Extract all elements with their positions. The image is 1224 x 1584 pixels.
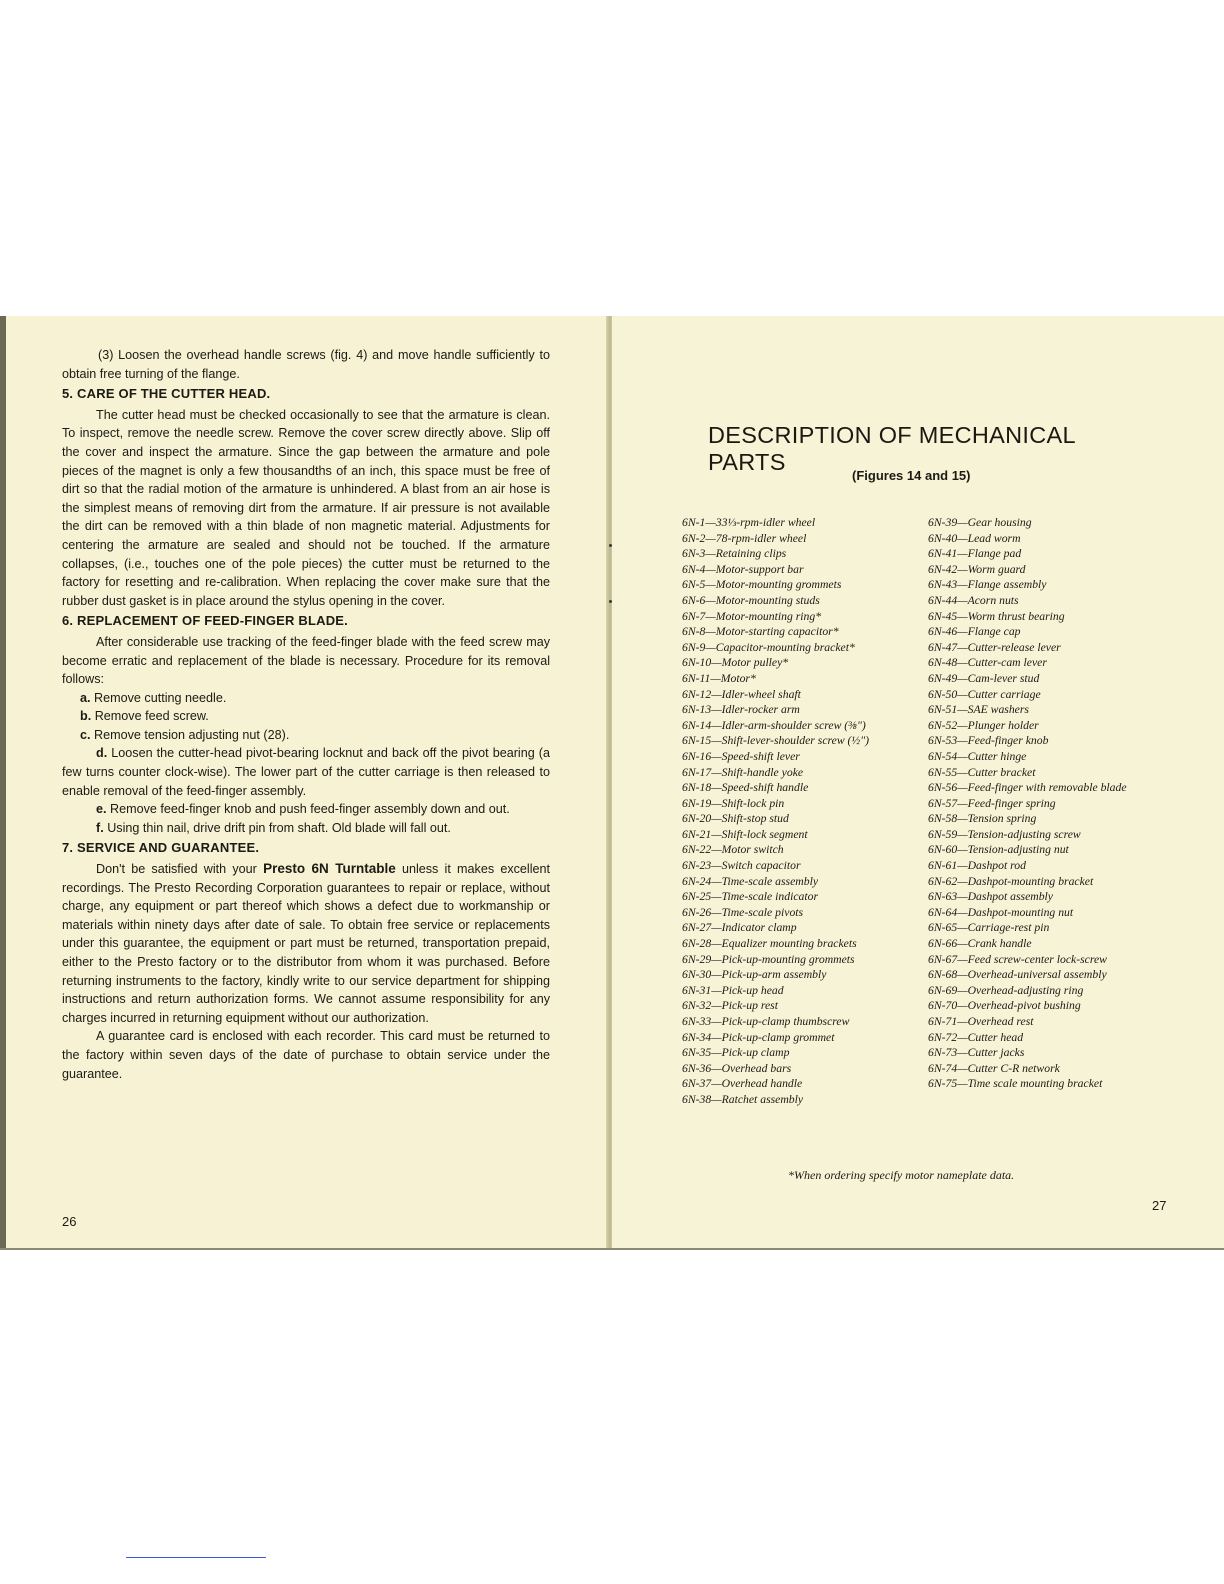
part-item: 6N-27—Indicator clamp [682, 921, 797, 935]
part-item: 6N-19—Shift-lock pin [682, 796, 785, 810]
part-item: 6N-59—Tension-adjusting screw [928, 827, 1081, 841]
step-letter: d. [96, 746, 108, 761]
part-item: 6N-63—Dashpot assembly [928, 890, 1053, 904]
part-item: 6N-49—Cam-lever stud [928, 671, 1040, 685]
part-item: 6N-37—Overhead handle [682, 1077, 803, 1091]
part-item: 6N-7—Motor-mounting ring* [682, 609, 822, 623]
part-item: 6N-31—Pick-up head [682, 983, 784, 997]
part-item: 6N-62—Dashpot-mounting bracket [928, 874, 1094, 888]
section-7-body [62, 860, 550, 1027]
part-item: 6N-2—78-rpm-idler wheel [682, 531, 807, 545]
part-item: 6N-12—Idler-wheel shaft [682, 687, 801, 701]
part-item: 6N-47—Cutter-release lever [928, 640, 1061, 654]
part-item: 6N-43—Flange assembly [928, 578, 1047, 592]
part-item: 6N-24—Time-scale assembly [682, 874, 819, 888]
part-item: 6N-42—Worm guard [928, 562, 1026, 576]
step-text: Remove feed-finger knob and push feed-finger assembly down and out. [110, 802, 510, 817]
step-text: Using thin nail, drive drift pin from shaft. Old blade will fall out. [107, 820, 451, 835]
part-item: 6N-65—Carriage-rest pin [928, 921, 1050, 935]
part-item: 6N-4—Motor-support bar [682, 562, 804, 576]
part-item: 6N-11—Motor* [682, 671, 756, 685]
step-a [62, 689, 550, 708]
part-item: 6N-44—Acorn nuts [928, 593, 1019, 607]
page-bottom-edge [0, 1248, 1224, 1250]
part-item: 6N-22—Motor switch [682, 843, 784, 857]
part-item: 6N-61—Dashpot rod [928, 859, 1026, 873]
part-item: 6N-17—Shift-handle yoke [682, 765, 804, 779]
section-7-lead: Don't be satisfied with your [96, 862, 257, 877]
part-item: 6N-30—Pick-up-arm assembly [682, 968, 827, 982]
guarantee-card-paragraph: A guarantee card is enclosed with each recorder. This card must be returned to the factory within seven days of the date of purchase to obtain service under the guarantee. [62, 1029, 550, 1081]
part-item: 6N-71—Overhead rest [928, 1015, 1034, 1028]
part-item: 6N-75—Time scale mounting bracket [928, 1077, 1103, 1091]
part-item: 6N-33—Pick-up-clamp thumbscrew [682, 1015, 850, 1028]
part-item: 6N-39—Gear housing [928, 516, 1032, 529]
part-item: 6N-74—Cutter C-R network [928, 1061, 1060, 1075]
step-c [62, 726, 550, 745]
part-item: 6N-67—Feed screw-center lock-screw [928, 952, 1107, 966]
section-6-body: After considerable use tracking of the feed-finger blade with the feed screw may become erratic and replacement of the blade is necessary. Procedure for its removal follows: [62, 634, 550, 687]
parts-list-column-1 [682, 515, 932, 1108]
footnote: *When ordering specify motor nameplate data. [788, 1168, 1015, 1182]
right-page [612, 316, 1224, 1250]
part-item: 6N-73—Cutter jacks [928, 1046, 1025, 1060]
step-text: Remove tension adjusting nut (28). [94, 727, 290, 742]
part-item: 6N-55—Cutter bracket [928, 765, 1036, 779]
part-item: 6N-20—Shift-stop stud [682, 812, 789, 826]
part-item: 6N-38—Ratchet assembly [682, 1092, 804, 1106]
part-item: 6N-16—Speed-shift lever [682, 749, 800, 763]
part-item: 6N-52—Plunger holder [928, 718, 1039, 732]
step-text: Remove feed screw. [94, 709, 209, 724]
part-item: 6N-6—Motor-mounting studs [682, 593, 820, 607]
section-5-body: The cutter head must be checked occasionally to see that the armature is clean. To inspect, remove the needle screw. Remove the cover screw directly above. Slip off the cover and inspect the armature. Since the gap between the armature and pole pieces of the magnet is only a few thousandths of an inch, this space must be free of dirt so that the radial motion of the armature is unhindered. A blast from an air hose is the simplest means of removing dirt from the armature. If air pressure is not available the dirt can be removed with a thin blade of non magnetic material. Adjustments for centering the armature are sealed and should not be touched. If the armature collapses, (i.e., touches one of the pole pieces) the cutter must be returned to the factory for resetting and re-calibration. When replacing the cover make sure that the rubber dust gasket is in place around the stylus opening in the cover. [62, 407, 550, 608]
part-item: 6N-21—Shift-lock segment [682, 827, 808, 841]
left-page-text [62, 346, 550, 1083]
part-item: 6N-66—Crank handle [928, 937, 1032, 951]
step-text: Loosen the cutter-head pivot-bearing locknut and back off the pivot bearing (a few turns counter clock-wise). The lower part of the cutter carriage is then released to enable removal of the feed-finger assembly. [62, 746, 551, 798]
part-item: 6N-51—SAE washers [928, 703, 1029, 717]
section-7-heading: 7. SERVICE AND GUARANTEE. [62, 840, 260, 856]
part-item: 6N-35—Pick-up clamp [682, 1046, 790, 1060]
part-item: 6N-10—Motor pulley* [682, 656, 789, 670]
part-item: 6N-36—Overhead bars [682, 1061, 792, 1075]
part-item: 6N-5—Motor-mounting grommets [682, 578, 842, 592]
book-spread [0, 316, 1224, 1250]
part-item: 6N-1—33⅓-rpm-idler wheel [682, 516, 816, 529]
step-b [62, 707, 550, 726]
part-item: 6N-3—Retaining clips [682, 547, 787, 561]
page-number-right: 27 [1152, 1198, 1167, 1213]
part-item: 6N-15—Shift-lever-shoulder screw (½") [682, 734, 869, 748]
part-item: 6N-50—Cutter carriage [928, 687, 1041, 701]
step-d [62, 744, 550, 800]
step-text: Remove cutting needle. [94, 690, 227, 705]
step-letter: a. [80, 690, 91, 705]
part-item: 6N-72—Cutter head [928, 1030, 1024, 1044]
part-item: 6N-40—Lead worm [928, 531, 1021, 545]
parts-list-column-2 [928, 515, 1188, 1092]
product-brand: Presto 6N Turntable [263, 861, 396, 877]
step-f [62, 819, 550, 838]
part-item: 6N-13—Idler-rocker arm [682, 703, 800, 717]
part-item: 6N-34—Pick-up-clamp grommet [682, 1030, 835, 1044]
part-item: 6N-28—Equalizer mounting brackets [682, 937, 857, 951]
part-item: 6N-45—Worm thrust bearing [928, 609, 1065, 623]
part-item: 6N-41—Flange pad [928, 547, 1022, 561]
part-item: 6N-57—Feed-finger spring [928, 796, 1056, 810]
intro-paragraph: (3) Loosen the overhead handle screws (fig. 4) and move handle sufficiently to obtain free turning of the flange. [62, 348, 550, 381]
part-item: 6N-26—Time-scale pivots [682, 905, 804, 919]
part-item: 6N-54—Cutter hinge [928, 749, 1027, 763]
part-item: 6N-29—Pick-up-mounting grommets [682, 952, 855, 966]
step-letter: f. [96, 820, 104, 835]
step-letter: b. [80, 709, 92, 724]
link-underline [126, 1557, 266, 1558]
part-item: 6N-14—Idler-arm-shoulder screw (⅜") [682, 718, 866, 732]
part-item: 6N-60—Tension-adjusting nut [928, 843, 1069, 857]
step-e [62, 800, 550, 819]
part-item: 6N-32—Pick-up rest [682, 999, 778, 1013]
part-item: 6N-58—Tension spring [928, 812, 1037, 826]
page-title: DESCRIPTION OF MECHANICAL PARTS [708, 422, 1075, 475]
part-item: 6N-48—Cutter-cam lever [928, 656, 1047, 670]
binding-mark [609, 600, 612, 603]
part-item: 6N-23—Switch capacitor [682, 859, 801, 873]
step-letter: e. [96, 802, 107, 817]
page-subtitle: (Figures 14 and 15) [852, 468, 971, 483]
part-item: 6N-70—Overhead-pivot bushing [928, 999, 1081, 1013]
part-item: 6N-25—Time-scale indicator [682, 890, 819, 904]
part-item: 6N-69—Overhead-adjusting ring [928, 983, 1084, 997]
part-item: 6N-9—Capacitor-mounting bracket* [682, 640, 855, 654]
part-item: 6N-53—Feed-finger knob [928, 734, 1049, 748]
section-5-heading: 5. CARE OF THE CUTTER HEAD. [62, 386, 271, 402]
binding-mark [609, 544, 612, 547]
part-item: 6N-68—Overhead-universal assembly [928, 968, 1107, 982]
part-item: 6N-18—Speed-shift handle [682, 781, 809, 795]
page-number-left: 26 [62, 1214, 77, 1229]
section-6-heading: 6. REPLACEMENT OF FEED-FINGER BLADE. [62, 613, 348, 629]
part-item: 6N-46—Flange cap [928, 625, 1021, 639]
part-item: 6N-56—Feed-finger with removable blade [928, 781, 1127, 795]
section-7-text: unless it makes excellent recordings. The Presto Recording Corporation guarantees to repair or replace, without charge, any equipment or part thereof which shows a defect due to workmanship or materials within ninety days after date of sale. To obtain free service or replacements under this guarantee, the equipment or part must be returned, transportation prepaid, either to the Presto factory or to the distributor from whom it was purchased. Before returning instruments to the factory, kindly write to our service department for shipping instructions and return authorization forms. We cannot assume responsibility for any charges incurred in returning equipment without our authorization. [62, 862, 551, 1025]
part-item: 6N-8—Motor-starting capacitor* [682, 625, 839, 639]
left-page [0, 316, 610, 1250]
step-letter: c. [80, 727, 91, 742]
part-item: 6N-64—Dashpot-mounting nut [928, 905, 1074, 919]
